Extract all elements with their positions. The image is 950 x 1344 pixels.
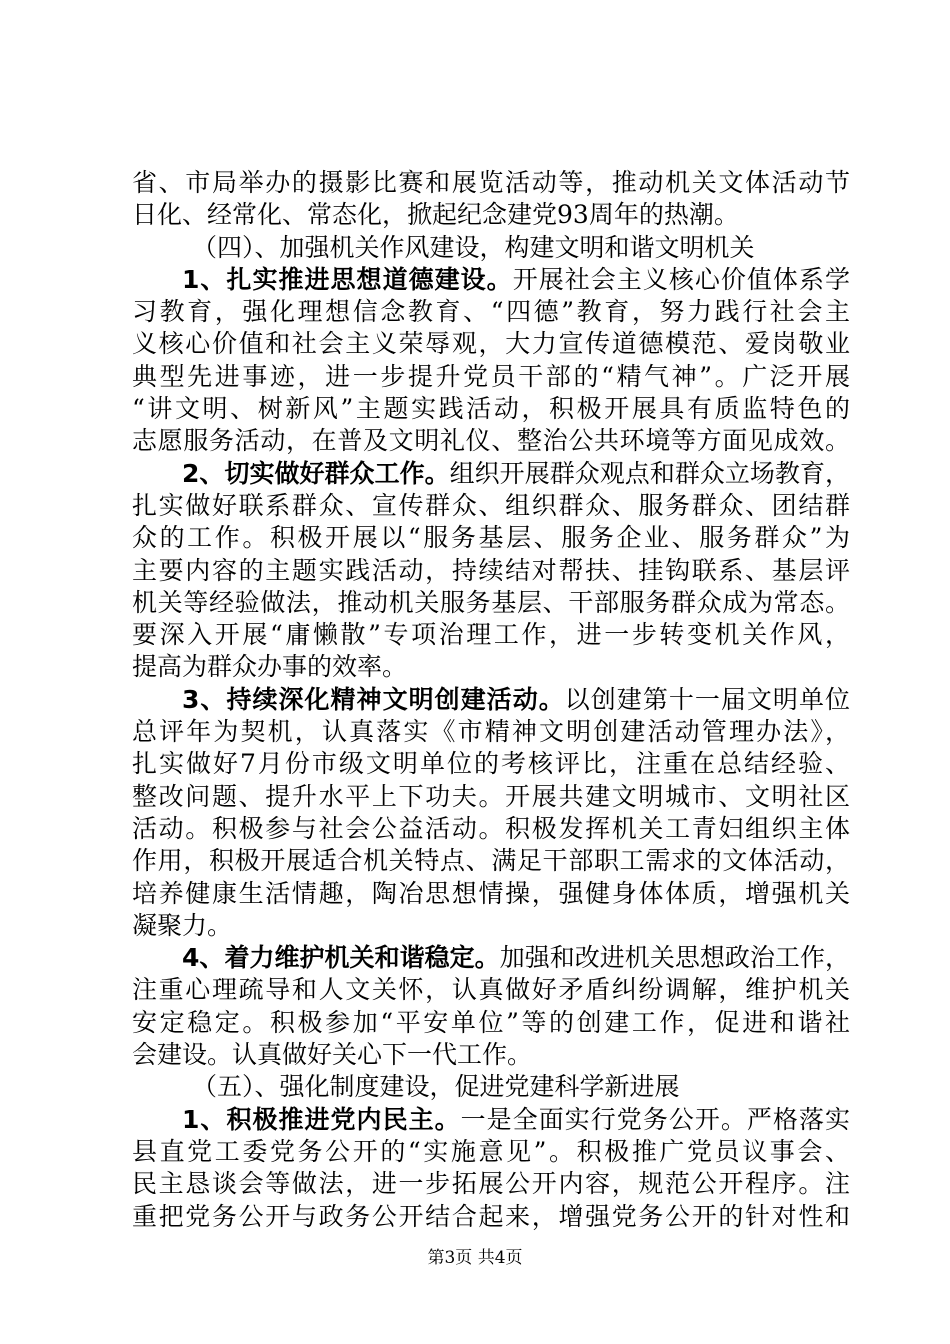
text-line (132, 716, 850, 748)
text-line (132, 1201, 850, 1233)
text-line (132, 942, 850, 974)
line-text: 县直党工委党务公开的“实施意见”。积极推广党员议事会、 (132, 1136, 850, 1166)
line-text: 重把党务公开与政务公开结合起来，增强党务公开的针对性和 (132, 1201, 850, 1231)
line-text: 民主恳谈会等做法，进一步拓展公开内容，规范公开程序。注 (132, 1169, 850, 1199)
text-line (132, 490, 850, 522)
line-text: 一是全面实行党务公开。严格落实 (460, 1104, 850, 1134)
line-text: 作用，积极开展适合机关特点、满足干部职工需求的文体活动， (132, 846, 850, 876)
page-footer (0, 1243, 950, 1268)
line-text: （四）、加强机关作风建设，构建文明和谐文明机关 (192, 232, 755, 262)
text-line (132, 1168, 850, 1200)
line-text: 扎实做好7月份市级文明单位的考核评比，注重在总结经验、 (132, 749, 850, 779)
section-heading (132, 232, 850, 264)
line-text: 日化、经常化、常态化，掀起纪念建党93周年的热潮。 (132, 200, 739, 230)
text-line (132, 1136, 850, 1168)
line-text: 省、市局举办的摄影比赛和展览活动等，推动机关文体活动节 (132, 168, 850, 197)
line-text: 安定稳定。积极参加“平安单位”等的创建工作，促进和谐社 (132, 1007, 850, 1037)
text-line (132, 458, 850, 490)
text-line (132, 522, 850, 554)
text-line (132, 425, 850, 457)
line-text: 注重心理疏导和人文关怀，认真做好矛盾纠纷调解，维护机关 (132, 975, 850, 1005)
subheading-lead: 1、扎实推进思想道德建设。 (182, 264, 513, 294)
line-text: 会建设。认真做好关心下一代工作。 (132, 1040, 533, 1070)
line-text: 提高为群众办事的效率。 (132, 652, 408, 682)
subheading-lead: 3、持续深化精神文明创建活动。 (182, 684, 565, 714)
subheading-lead: 1、积极推进党内民主。 (182, 1104, 461, 1134)
line-text: 开展社会主义核心价值体系学 (512, 264, 850, 294)
line-text: 扎实做好联系群众、宣传群众、组织群众、服务群众、团结群 (132, 490, 850, 520)
text-line (132, 555, 850, 587)
line-text: 组织开展群众观点和群众立场教育， (449, 458, 850, 488)
line-text: 典型先进事迹，进一步提升党员干部的“精气神”。广泛开展 (132, 361, 850, 391)
text-line (132, 296, 850, 328)
line-text: 机关等经验做法，推动机关服务基层、干部服务群众成为常态。 (132, 587, 850, 617)
text-line (132, 651, 850, 683)
text-line (132, 1104, 850, 1136)
text-line (132, 748, 850, 780)
line-text: （五）、强化制度建设，促进党建科学新进展 (192, 1072, 680, 1102)
subheading-lead: 4、着力维护机关和谐稳定。 (182, 943, 500, 973)
line-text: 主要内容的主题实践活动，持续结对帮扶、挂钩联系、基层评 (132, 555, 850, 585)
text-line (132, 587, 850, 619)
line-text: 活动。积极参与社会公益活动。积极发挥机关工青妇组织主体 (132, 813, 850, 843)
text-line (132, 684, 850, 716)
text-line (132, 393, 850, 425)
line-text: 义核心价值和社会主义荣辱观，大力宣传道德模范、爱岗敬业 (132, 329, 850, 359)
text-line (132, 328, 850, 360)
section-heading (132, 1071, 850, 1103)
text-line (132, 845, 850, 877)
line-text: 众的工作。积极开展以“服务基层、服务企业、服务群众”为 (132, 523, 850, 553)
page-number: 第3页 共4页 (427, 1248, 523, 1268)
line-text: 要深入开展“庸懒散”专项治理工作，进一步转变机关作风， (132, 620, 850, 650)
text-line (132, 167, 850, 199)
text-line (132, 910, 850, 942)
line-text: 凝聚力。 (132, 910, 233, 940)
text-line (132, 199, 850, 231)
text-line (132, 619, 850, 651)
subheading-lead: 2、切实做好群众工作。 (182, 458, 450, 488)
text-line (132, 813, 850, 845)
line-text: 习教育，强化理想信念教育、“四德”教育，努力践行社会主 (132, 297, 850, 327)
text-line (132, 1007, 850, 1039)
line-text: 整改问题、提升水平上下功夫。开展共建文明城市、文明社区 (132, 781, 850, 811)
text-line (132, 878, 850, 910)
text-line (132, 361, 850, 393)
text-line (132, 974, 850, 1006)
line-text: “讲文明、树新风”主题实践活动，积极开展具有质监特色的 (132, 394, 850, 424)
text-line (132, 264, 850, 296)
line-text: 总评年为契机，认真落实《市精神文明创建活动管理办法》， (132, 717, 850, 747)
line-text: 加强和改进机关思想政治工作， (499, 943, 850, 973)
text-line (132, 781, 850, 813)
text-line (132, 1039, 850, 1071)
line-text: 志愿服务活动，在普及文明礼仪、整治公共环境等方面见成效。 (132, 426, 850, 456)
line-text: 以创建第十一届文明单位 (564, 684, 850, 714)
line-text: 培养健康生活情趣，陶冶思想情操，强健身体体质，增强机关 (132, 878, 850, 908)
document-body (132, 167, 850, 1233)
